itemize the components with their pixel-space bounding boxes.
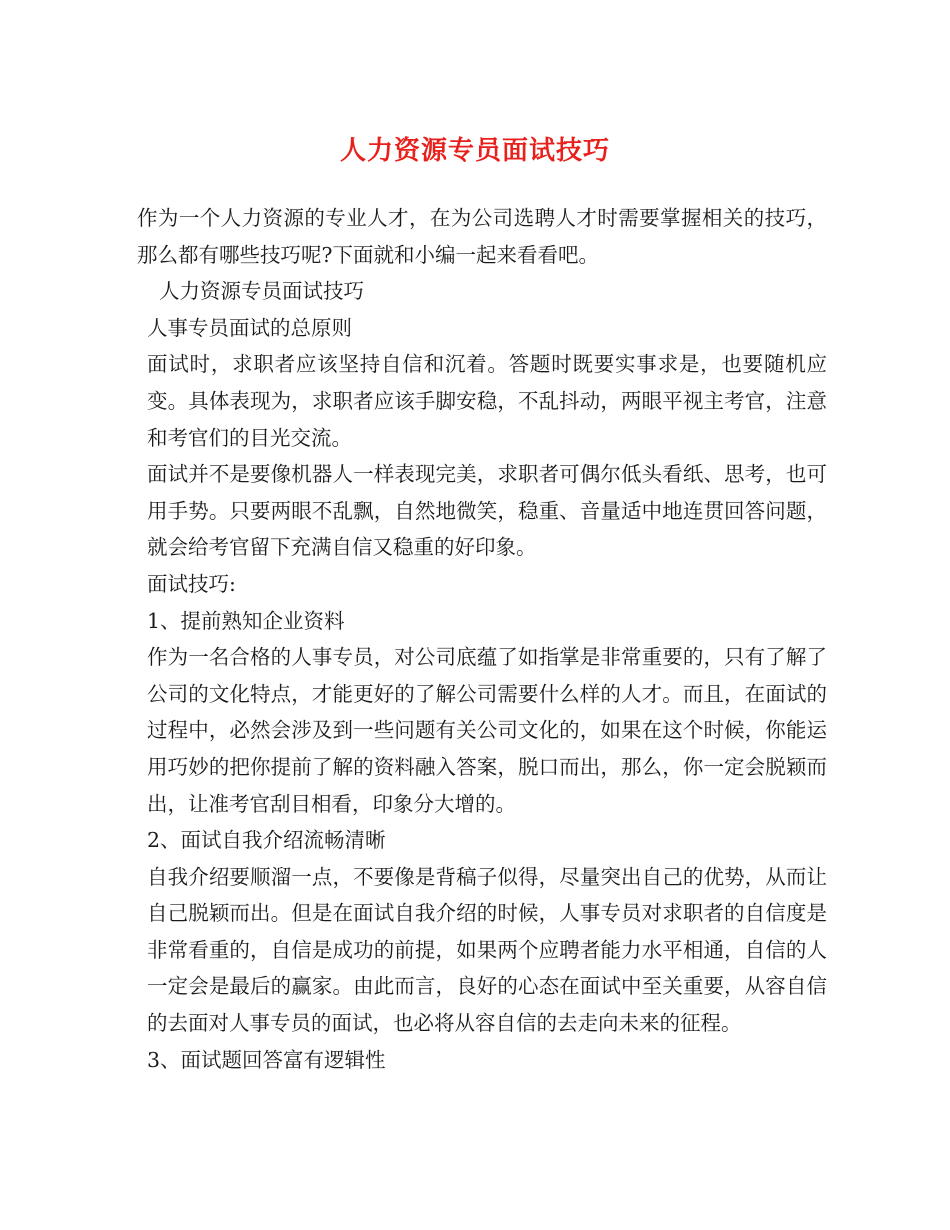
body-paragraph: 作为一名合格的人事专员，对公司底蕴了如指掌是非常重要的，只有了解了公司的文化特点，才能更好的了解公司需要什么样的人才。而且，在面试的过程中，必然会涉及到一些问题有关公司文化的，如果在这个时候，你能运用巧妙的把你提前了解的资料融入答案，脱口而出，那么，你一定会脱颖而出，让准考官刮目相看，印象分大增的。 — [147, 645, 827, 816]
list-heading: 1、提前熟知企业资料 — [147, 608, 345, 633]
body-paragraph: 自我介绍要顺溜一点，不要像是背稿子似得，尽量突出自己的优势，从而让自己脱颖而出。但是在面试自我介绍的时候，人事专员对求职者的自信度是非常看重的，自信是成功的前提，如果两个应聘者能力水平相通，自信的人一定会是最后的赢家。由此而言，良好的心态在面试中至关重要，从容自信的去面对人事专员的面试，也必将从容自信的去走向未来的征程。 — [147, 864, 827, 1036]
section-heading: 面试技巧: — [147, 571, 236, 596]
document-title: 人力资源专员面试技巧 — [339, 136, 610, 166]
list-heading: 2、面试自我介绍流畅清晰 — [147, 828, 386, 853]
list-heading: 3、面试题回答富有逻辑性 — [147, 1047, 386, 1072]
subtitle-line: 人力资源专员面试技巧 — [159, 279, 364, 304]
intro-paragraph: 作为一个人力资源的专业人才，在为公司选聘人才时需要掌握相关的技巧，那么都有哪些技巧呢?下面就和小编一起来看看吧。 — [137, 206, 827, 267]
document-body — [137, 200, 827, 1078]
body-paragraph: 面试并不是要像机器人一样表现完美，求职者可偶尔低头看纸、思考，也可用手势。只要两眼不乱飘，自然地微笑，稳重、音量适中地连贯回答问题，就会给考官留下充满自信又稳重的好印象。 — [147, 462, 827, 560]
body-paragraph: 面试时，求职者应该坚持自信和沉着。答题时既要实事求是，也要随机应变。具体表现为，求职者应该手脚安稳，不乱抖动，两眼平视主考官，注意和考官们的目光交流。 — [147, 352, 827, 450]
section-heading: 人事专员面试的总原则 — [147, 315, 352, 340]
